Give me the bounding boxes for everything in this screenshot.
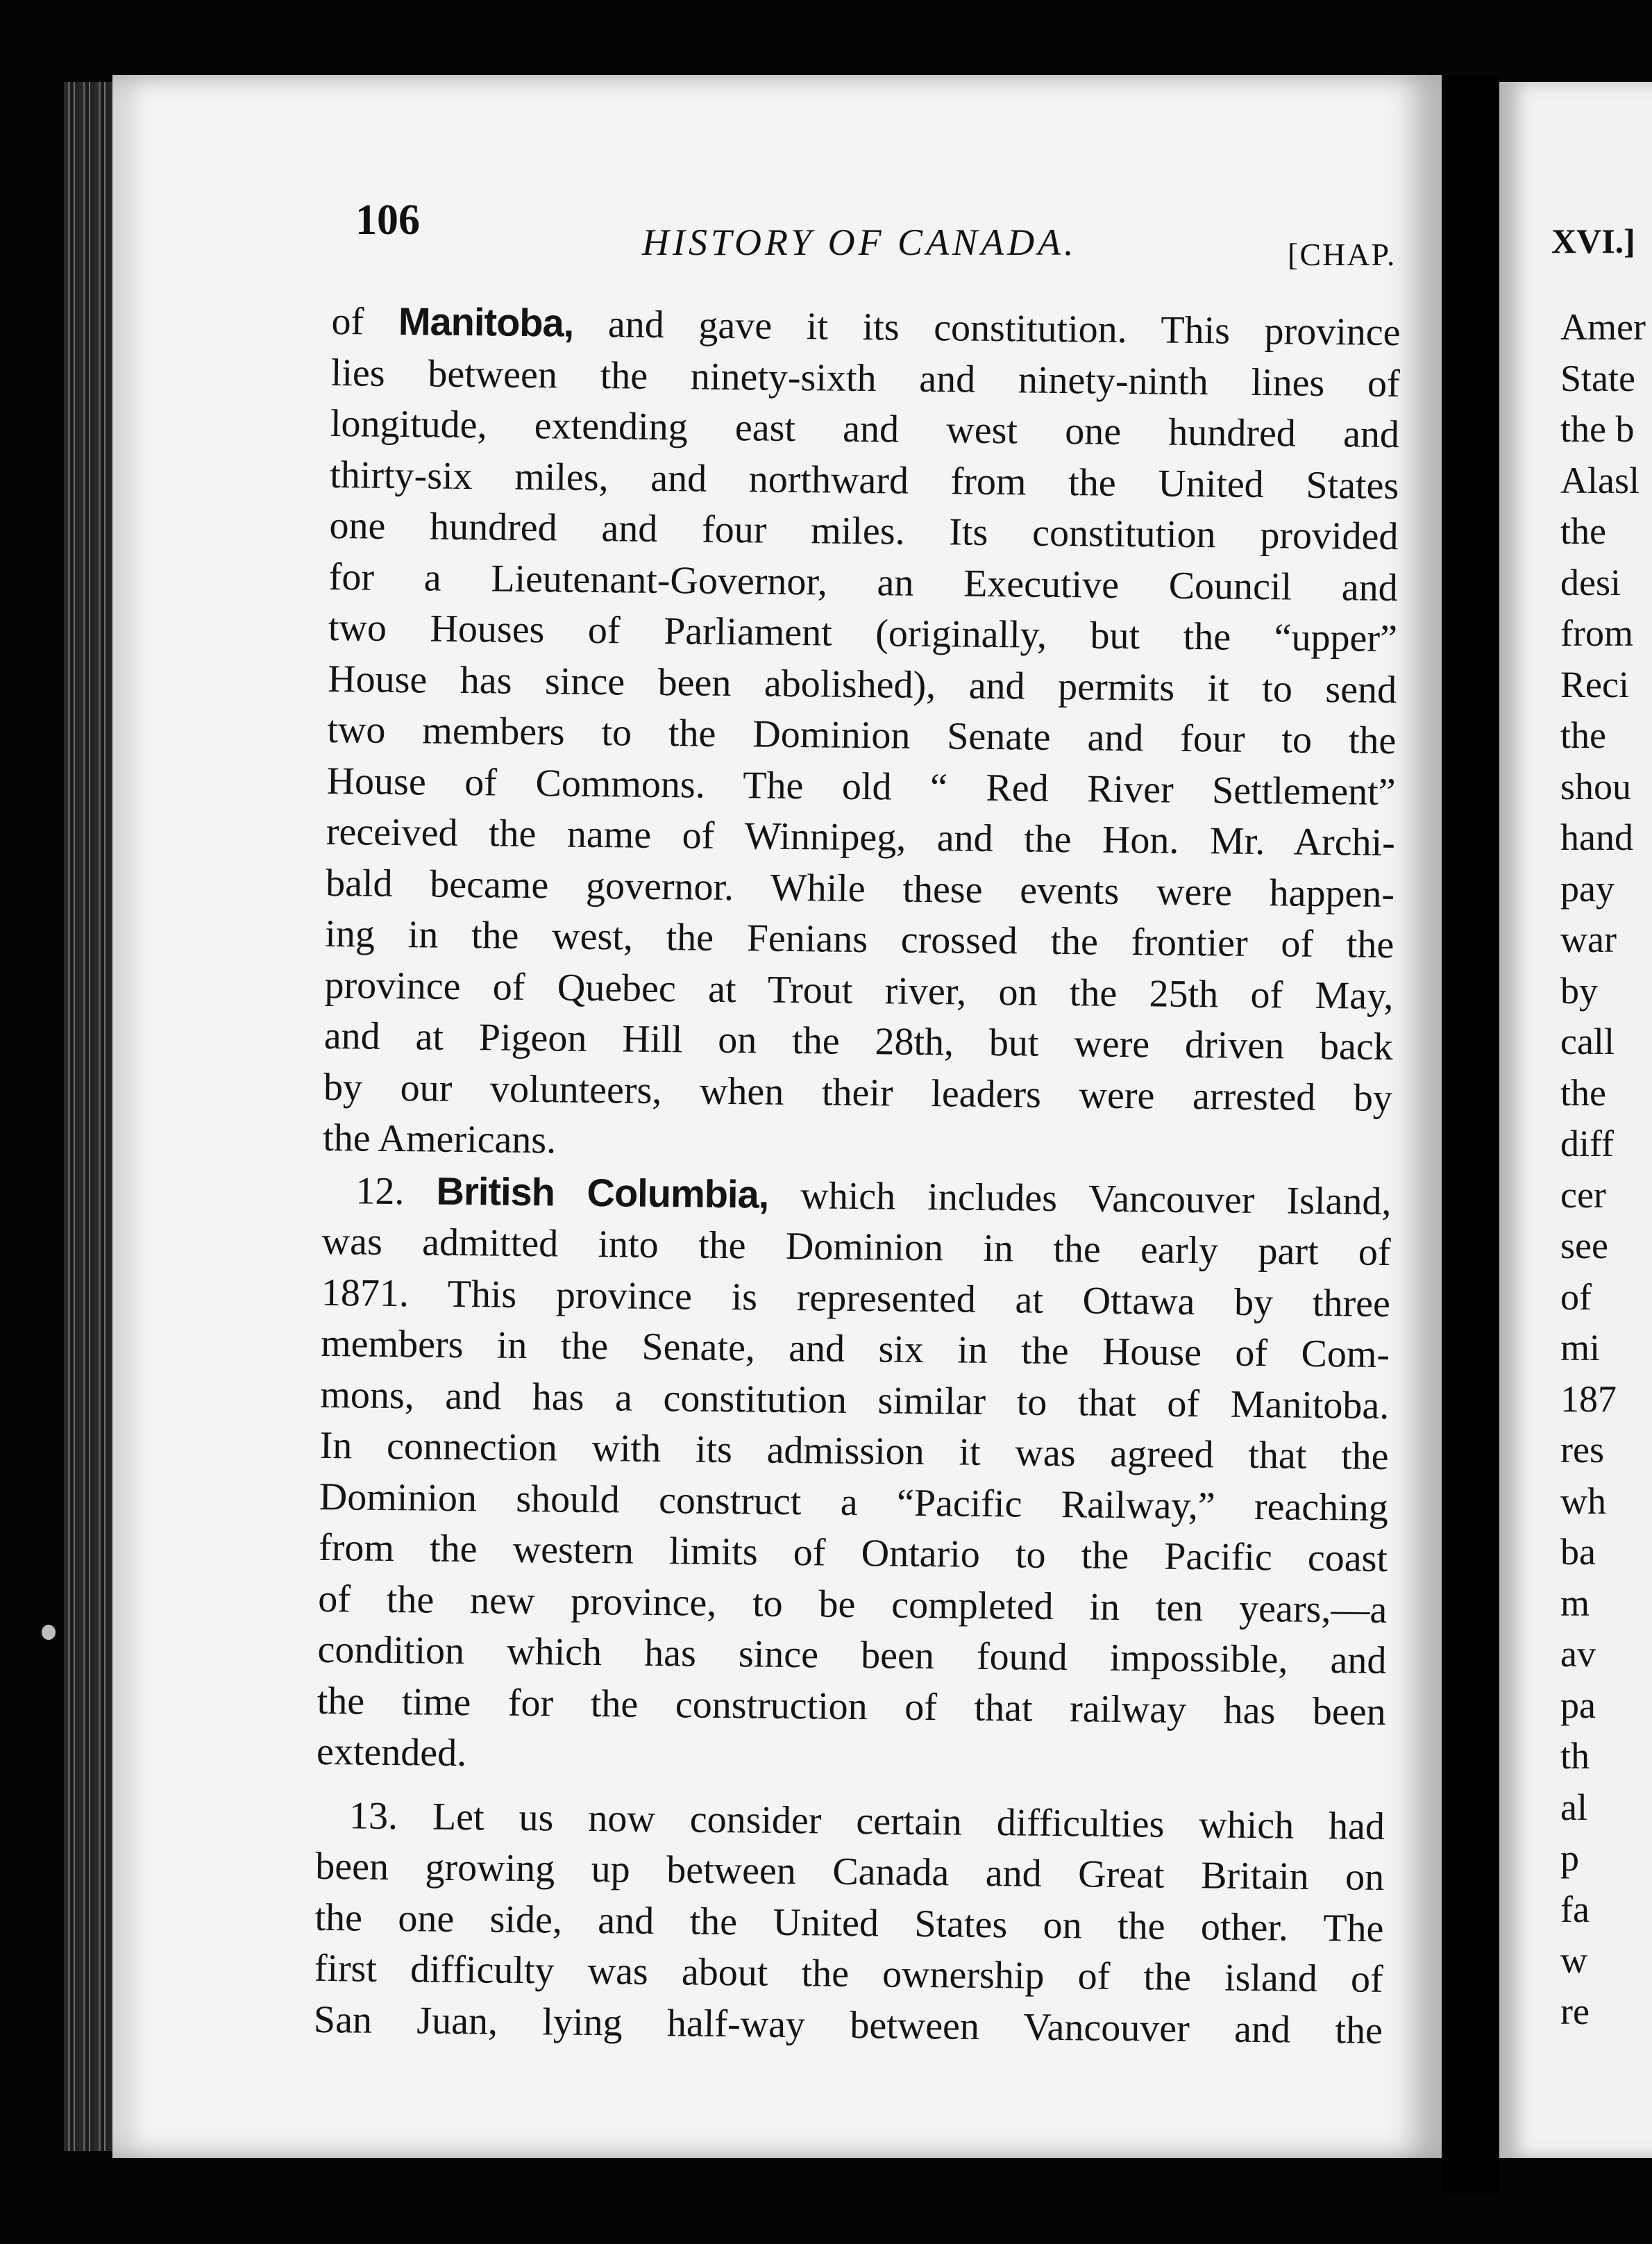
text-line: extended.	[316, 1730, 467, 1775]
text-line: of the new province, to be completed in ten years,—a	[318, 1577, 1388, 1632]
text-line: thirty-six miles, and northward from the United States	[329, 453, 1399, 508]
line-text: which includes Vancouver Island,	[768, 1173, 1392, 1223]
facing-fragment: the	[1560, 510, 1606, 552]
facing-fragment: 187	[1560, 1378, 1617, 1420]
text-line: House has since been abolished), and permits it to send	[327, 657, 1397, 712]
facing-fragment: from	[1560, 612, 1633, 654]
text-line: San Juan, lying half-way between Vancouver and the	[313, 1998, 1383, 2052]
facing-fragment: pay	[1560, 867, 1615, 910]
text-line: was admitted into the Dominion in the early part of	[321, 1219, 1391, 1275]
text-line: longitude, extending east and west one hundred and	[330, 401, 1400, 457]
facing-fragment: pa	[1560, 1684, 1596, 1726]
facing-fragment: the	[1560, 1071, 1606, 1114]
text-line: mons, and has a constitution similar to that of Manitoba.	[320, 1373, 1390, 1427]
facing-fragment: Alasl	[1560, 459, 1640, 501]
text-line: bald became governor. While these events were happen-	[325, 861, 1395, 916]
bold-heading: Manitoba,	[398, 299, 574, 345]
page-number: 106	[355, 196, 420, 244]
facing-fragment: Reci	[1560, 663, 1629, 705]
facing-fragment: shou	[1560, 765, 1632, 807]
facing-fragment: fa	[1560, 1888, 1590, 1930]
text-line: 13. Let us now consider certain difficulties which had	[348, 1793, 1385, 1848]
line-text: and gave it its constitution. This province	[573, 302, 1401, 355]
facing-fragment: w	[1560, 1939, 1587, 1981]
facing-fragment: war	[1560, 919, 1617, 960]
facing-fragment: the	[1560, 714, 1606, 756]
facing-page-column	[1560, 302, 1646, 2037]
running-title: HISTORY OF CANADA.	[642, 221, 1077, 263]
paper-speck	[42, 1625, 56, 1640]
facing-fragment: mi	[1560, 1327, 1601, 1368]
facing-fragment: re	[1560, 1990, 1590, 2032]
facing-fragment: call	[1560, 1021, 1615, 1062]
facing-fragment: desi	[1560, 561, 1621, 603]
facing-fragment: th	[1560, 1735, 1590, 1777]
text-line: from the western limits of Ontario to the Pacific coast	[318, 1525, 1388, 1581]
facing-fragment: res	[1560, 1429, 1604, 1471]
text-line: the one side, and the United States on the other. The	[314, 1895, 1384, 1950]
text-line: Dominion should construct a “Pacific Railway,” reaching	[319, 1475, 1389, 1530]
facing-chapter-mark: XVI.]	[1551, 221, 1635, 260]
chapter-mark: [CHAP.	[1288, 237, 1397, 272]
text-line: first difficulty was about the ownership of the island of	[314, 1946, 1384, 2001]
text-line: 1871. This province is represented at Ottawa by three	[321, 1271, 1391, 1325]
facing-fragment: State	[1560, 357, 1635, 399]
facing-fragment: al	[1560, 1786, 1587, 1828]
bold-heading: British Columbia,	[436, 1169, 769, 1216]
text-line: for a Lieutenant-Governor, an Executive Council and	[328, 555, 1398, 610]
facing-fragment: the b	[1560, 408, 1635, 450]
text-line: the Americans.	[322, 1116, 557, 1162]
text-line: members in the Senate, and six in the House of Com-	[320, 1321, 1390, 1377]
text-line: been growing up between Canada and Great Britain on	[314, 1844, 1385, 1900]
facing-fragment: by	[1560, 969, 1598, 1012]
text-line: In connection with its admission it was agreed that the	[319, 1423, 1389, 1479]
page-gutter	[1442, 75, 1499, 2193]
body-text	[314, 295, 1401, 2057]
text-line: province of Quebec at Trout river, on the 25th of May,	[324, 963, 1394, 1018]
facing-fragment: hand	[1560, 817, 1633, 858]
text-line: House of Commons. The old “ Red River Settlement”	[326, 759, 1396, 814]
facing-fragment: cer	[1560, 1173, 1606, 1216]
book-binding	[64, 82, 112, 2151]
facing-fragment: ba	[1560, 1531, 1596, 1573]
line-text: 12.	[355, 1169, 437, 1214]
text-line: the time for the construction of that railway has been	[317, 1679, 1387, 1734]
facing-fragment: m	[1560, 1582, 1590, 1624]
facing-fragment: p	[1560, 1837, 1579, 1879]
text-line: lies between the ninety-sixth and ninety-ninth lines of	[330, 351, 1401, 405]
text-line: condition which has since been found impossible, and	[317, 1627, 1387, 1683]
facing-fragment: Amer	[1560, 306, 1646, 348]
facing-fragment: av	[1560, 1633, 1596, 1675]
text-line: received the name of Winnipeg, and the Hon. Mr. Archi-	[326, 810, 1396, 865]
text-line: two Houses of Parliament (originally, but the “upper”	[328, 605, 1398, 661]
facing-fragment: diff	[1560, 1123, 1614, 1164]
facing-fragment: wh	[1560, 1480, 1606, 1522]
text-line: ing in the west, the Fenians crossed the frontier of the	[325, 912, 1394, 967]
text-line: one hundred and four miles. Its constitution provided	[329, 503, 1399, 559]
text-line: two members to the Dominion Senate and four to the	[327, 707, 1397, 763]
text-line: by our volunteers, when their leaders were arrested by	[323, 1065, 1393, 1120]
facing-fragment: see	[1560, 1225, 1608, 1266]
line-text: of	[331, 299, 399, 344]
facing-fragment: of	[1560, 1275, 1592, 1318]
text-line: and at Pigeon Hill on the 28th, but were driven back	[323, 1014, 1394, 1069]
